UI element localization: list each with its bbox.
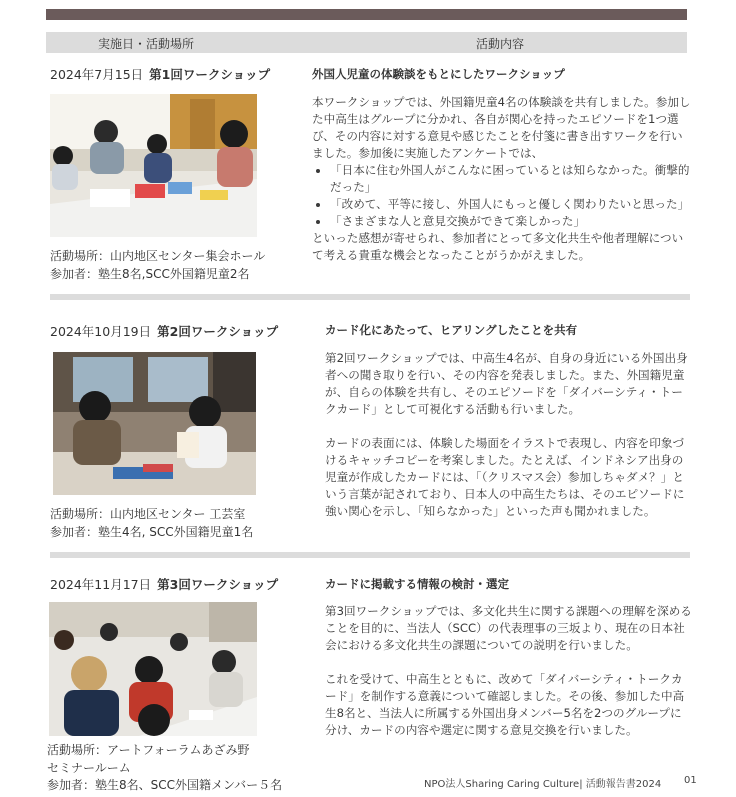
ws3-para2: これを受けて、中高生とともに、改めて「ダイバーシティ・トークカード」を制作する意義について確認しました。その後、参加した中高生8名と、当法人に所属する外国出身メンバー5名を2つのグループに分け、カードの内容や選定に関する意見交換を行いました。 bbox=[325, 672, 685, 737]
ws1-quote: • 「さまざまな人と意見交換ができて楽しかった」 bbox=[330, 213, 692, 230]
header-activity: 活動内容 bbox=[476, 37, 525, 51]
ws2-title: カード化にあたって、ヒアリングしたことを共有 bbox=[325, 323, 578, 337]
ws3-para1: 第3回ワークショップでは、多文化共生に関する課題への理解を深めることを目的に、当法人（SCC）の代表理事の三坂より、現在の日本社会における多文化共生の課題についての説明を行いました。 bbox=[325, 604, 692, 652]
ws3-name: 第3回ワークショップ bbox=[157, 577, 279, 592]
section-divider bbox=[50, 552, 690, 558]
ws2-place: 活動場所：山内地区センター 工芸室 bbox=[50, 507, 246, 521]
ws1-para2: といった感想が寄せられ、参加者にとって多文化共生や他者理解について考える貴重な機会となったことがうかがえました。 bbox=[312, 231, 684, 262]
ws1-para1: 本ワークショップでは、外国籍児童4名の体験談を共有しました。参加した中高生はグループに分かれ、各自が関心を持ったエピソードを1つ選び、その内容に対する意見や感じたことを付箋に書き出すワークを行いました。参加後に実施したアンケートでは、 bbox=[312, 95, 691, 160]
footer-org: NPO法人Sharing Caring Culture| 活動報告書2024 bbox=[424, 779, 662, 790]
ws2-date-line bbox=[50, 322, 278, 340]
ws3-photo bbox=[49, 602, 257, 736]
ws1-title: 外国人児童の体験談をもとにしたワークショップ bbox=[312, 67, 565, 81]
ws3-place: 活動場所：アートフォーラムあざみ野 bbox=[47, 743, 250, 757]
ws1-info bbox=[50, 248, 265, 283]
table-header bbox=[46, 32, 687, 53]
ws1-quote: • 「改めて、平等に接し、外国人にもっと優しく関わりたいと思った」 bbox=[330, 196, 692, 213]
page-number: 01 bbox=[684, 775, 697, 786]
ws2-photo bbox=[53, 352, 256, 495]
ws1-quotes bbox=[312, 162, 692, 230]
ws3-title: カードに掲載する情報の検討・選定 bbox=[325, 577, 509, 591]
top-bar bbox=[46, 9, 687, 20]
ws1-place: 活動場所：山内地区センター集会ホール bbox=[50, 249, 266, 263]
ws2-body bbox=[325, 350, 689, 520]
ws1-date: 2024年7月15日 bbox=[50, 67, 144, 82]
ws1-date-line bbox=[50, 65, 270, 83]
ws1-quote: • 「日本に住む外国人がこんなに困っているとは知らなかった。衝撃的だった」 bbox=[330, 162, 692, 196]
ws3-date: 2024年11月17日 bbox=[50, 577, 152, 592]
ws2-date: 2024年10月19日 bbox=[50, 324, 152, 339]
ws1-participants: 参加者：塾生8名,SCC外国籍児童2名 bbox=[50, 266, 250, 281]
ws1-name: 第1回ワークショップ bbox=[149, 67, 271, 82]
ws2-name: 第2回ワークショップ bbox=[157, 324, 279, 339]
ws1-photo bbox=[50, 94, 257, 237]
ws1-body bbox=[312, 94, 692, 264]
ws3-info bbox=[47, 742, 282, 795]
ws3-date-line bbox=[50, 575, 278, 593]
ws3-participants: 参加者：塾生8名、SCC外国籍メンバー５名 bbox=[47, 778, 283, 792]
ws3-place-room: セミナールーム bbox=[47, 760, 131, 775]
ws3-body bbox=[325, 603, 693, 739]
ws2-para2: カードの表面には、体験した場面をイラストで表現し、内容を印象づけるキャッチコピーを考案しました。たとえば、インドネシア出身の児童が作成したカードには、「（クリスマス会）参加しちゃダメ？」という言葉が記されており、日本人の中高生たちは、そのエピソードに強い関心を示し、「知らなかった」といった声も聞かれました。 bbox=[325, 436, 685, 518]
section-divider bbox=[50, 294, 690, 300]
ws2-participants: 参加者：塾生4名, SCC外国籍児童1名 bbox=[50, 524, 254, 539]
ws2-info bbox=[50, 506, 253, 541]
ws2-para1: 第2回ワークショップでは、中高生4名が、自身の身近にいる外国出身者への聞き取りを行い、その内容を発表しました。また、外国籍児童が、自らの体験を共有し、そのエピソードを「ダイバーシティ・トークカード」として可視化する活動も行いました。 bbox=[325, 351, 688, 416]
header-date-place: 実施日・活動場所 bbox=[98, 37, 195, 51]
